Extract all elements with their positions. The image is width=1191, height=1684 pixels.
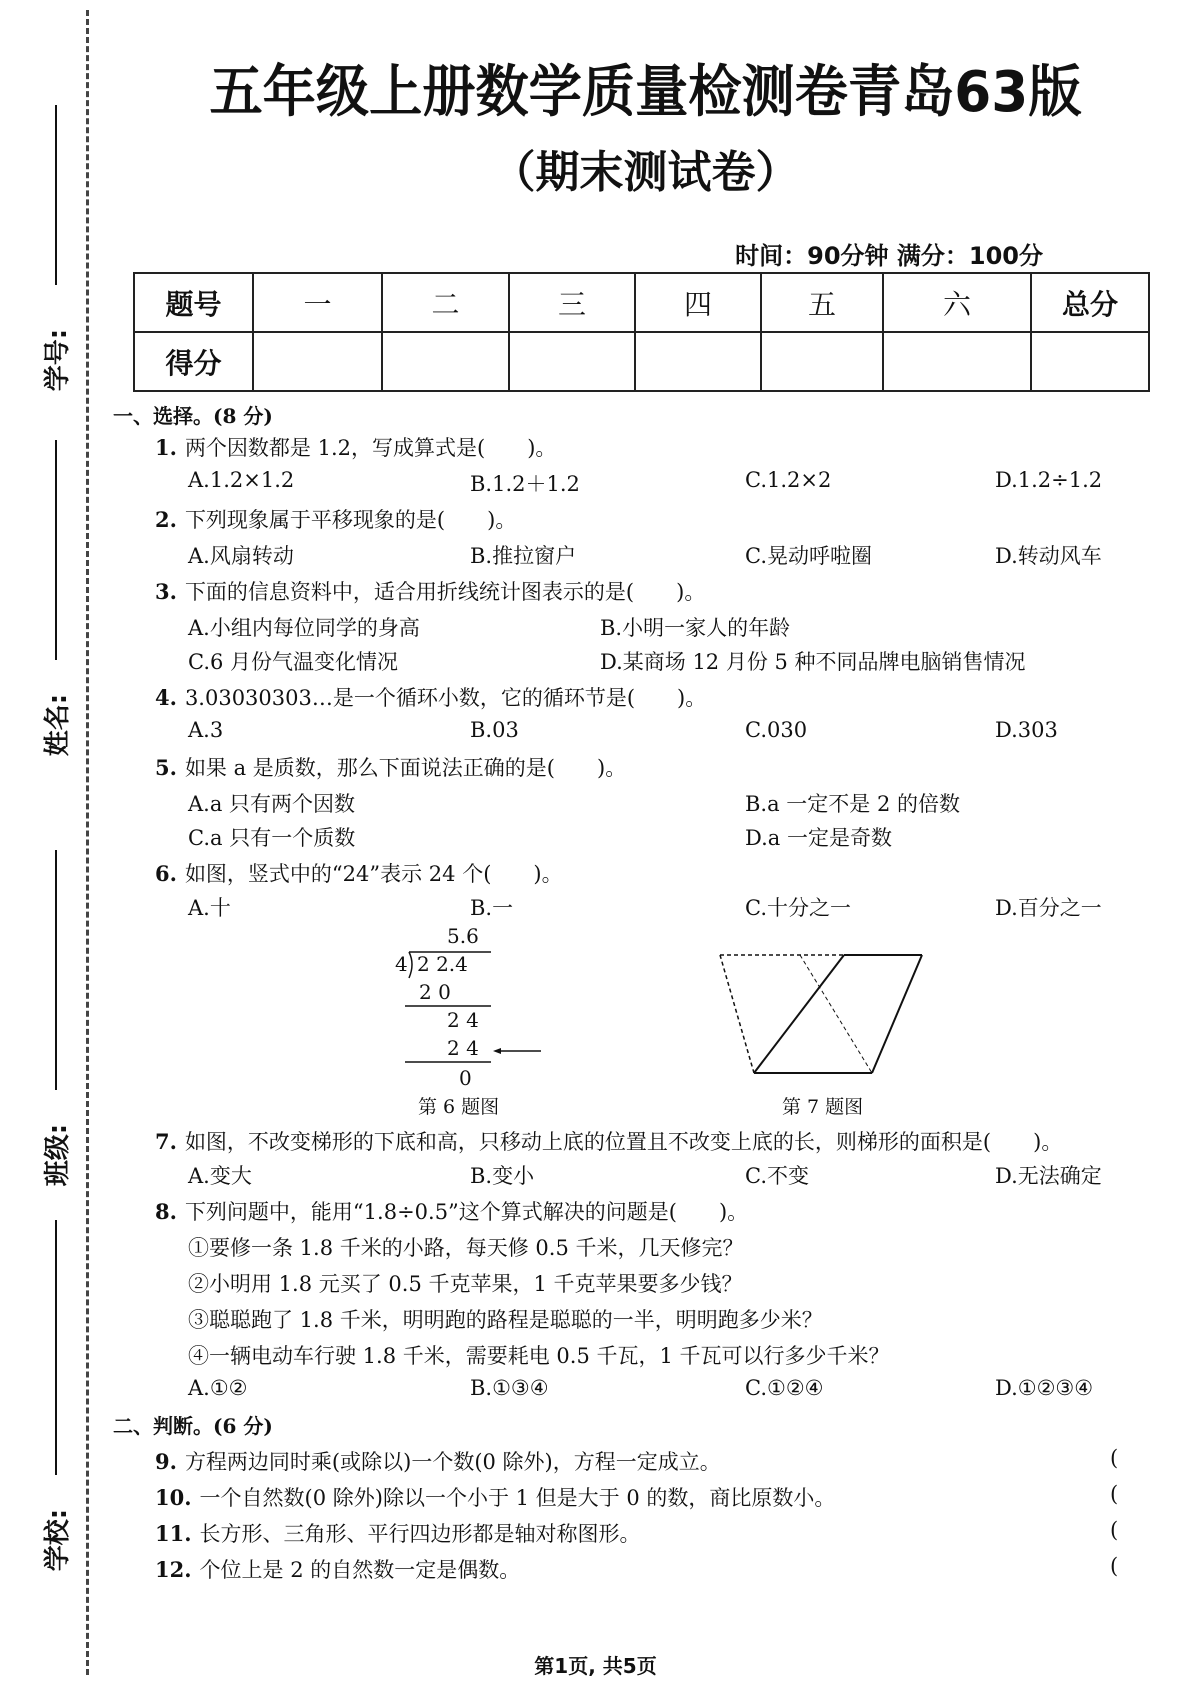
header-cell: 二 xyxy=(382,273,509,332)
page-number: 第1页, 共5页 xyxy=(534,1654,657,1678)
option-a[interactable]: A.①② xyxy=(188,1376,248,1400)
question-4 xyxy=(155,682,706,712)
score-cell[interactable] xyxy=(253,332,382,391)
divisor: 4 xyxy=(395,952,408,976)
question-2 xyxy=(155,504,516,534)
option-c[interactable]: C.6 月份气温变化情况 xyxy=(188,650,399,674)
question-text: 方程两边同时乘(或除以)一个数(0 除外)，方程一定成立。 xyxy=(184,1450,721,1474)
question-number: 2. xyxy=(155,507,177,532)
option-b[interactable]: B.变小 xyxy=(470,1164,535,1188)
question-1 xyxy=(155,432,556,462)
question-9 xyxy=(155,1446,721,1476)
page-subtitle: （期末测试卷） xyxy=(491,147,800,198)
quotient: 5.6 xyxy=(447,924,479,948)
question-text: 下列问题中，能用“1.8÷0.5”这个算式解决的问题是( )。 xyxy=(184,1200,749,1224)
option-a[interactable]: A.小组内每位同学的身高 xyxy=(188,616,420,640)
answer-blank[interactable]: ( xyxy=(1110,1518,1119,1542)
question-text: 如果 a 是质数，那么下面说法正确的是( )。 xyxy=(184,756,627,780)
option-a[interactable]: A.1.2×1.2 xyxy=(188,468,295,492)
section-title-judgment: 二、判断。(6 分) xyxy=(113,1414,273,1438)
option-a[interactable]: A.变大 xyxy=(188,1164,252,1188)
step-3: 2 4 xyxy=(447,1036,479,1060)
question-number: 7. xyxy=(155,1129,177,1154)
dividend: 2 2.4 xyxy=(417,952,468,976)
figure-6-long-division xyxy=(395,920,545,1090)
header-cell: 四 xyxy=(635,273,761,332)
question-6 xyxy=(155,858,563,888)
answer-blank[interactable]: ( xyxy=(1110,1554,1119,1578)
name-label: 姓名: xyxy=(42,693,73,757)
question-text: 两个因数都是 1.2，写成算式是( )。 xyxy=(184,436,557,460)
option-b[interactable]: B.小明一家人的年龄 xyxy=(600,616,791,640)
question-number: 8. xyxy=(155,1199,177,1224)
binding-strip xyxy=(0,0,86,1684)
student-id-line[interactable] xyxy=(55,105,57,285)
remainder: 0 xyxy=(459,1066,472,1090)
question-12 xyxy=(155,1554,520,1584)
student-id-label: 学号: xyxy=(42,328,73,392)
score-cell[interactable] xyxy=(761,332,883,391)
question-text: 下列现象属于平移现象的是( )。 xyxy=(184,508,517,532)
answer-blank[interactable]: ( xyxy=(1110,1446,1119,1470)
sub-item-2: ②小明用 1.8 元买了 0.5 千克苹果，1 千克苹果要多少钱？ xyxy=(188,1272,743,1296)
section-title-choice: 一、选择。(8 分) xyxy=(113,404,273,428)
option-c[interactable]: C.不变 xyxy=(745,1164,809,1188)
header-cell: 一 xyxy=(253,273,382,332)
option-d[interactable]: D.303 xyxy=(995,718,1058,742)
answer-blank[interactable]: ( xyxy=(1110,1482,1119,1506)
long-division-lines xyxy=(395,920,595,1090)
score-table-score-row xyxy=(134,332,1149,391)
option-c[interactable]: C.十分之一 xyxy=(745,896,851,920)
question-number: 1. xyxy=(155,435,177,460)
option-b[interactable]: B.1.2＋1.2 xyxy=(470,472,580,496)
option-c[interactable]: C.1.2×2 xyxy=(745,468,832,492)
option-c[interactable]: C.a 只有一个质数 xyxy=(188,826,356,850)
score-row-label: 得分 xyxy=(134,332,253,391)
page-title: 五年级上册数学质量检测卷青岛63版 xyxy=(209,60,1082,125)
question-number: 12. xyxy=(155,1557,192,1582)
option-a[interactable]: A.3 xyxy=(188,718,224,742)
cut-line-divider xyxy=(86,10,89,1675)
class-label: 班级: xyxy=(42,1123,73,1187)
name-line[interactable] xyxy=(55,440,57,660)
option-d[interactable]: D.百分之一 xyxy=(995,896,1102,920)
score-table-header-row xyxy=(134,273,1149,332)
school-line[interactable] xyxy=(55,1220,57,1475)
question-text: 个位上是 2 的自然数一定是偶数。 xyxy=(199,1558,521,1582)
school-label: 学校: xyxy=(42,1508,73,1572)
score-cell[interactable] xyxy=(883,332,1031,391)
question-number: 5. xyxy=(155,755,177,780)
question-number: 4. xyxy=(155,685,177,710)
question-number: 3. xyxy=(155,579,177,604)
question-3 xyxy=(155,576,705,606)
question-11 xyxy=(155,1518,641,1548)
sub-item-3: ③聪聪跑了 1.8 千米，明明跑的路程是聪聪的一半，明明跑多少米？ xyxy=(188,1308,823,1332)
score-cell[interactable] xyxy=(1031,332,1149,391)
option-c[interactable]: C.晃动呼啦圈 xyxy=(745,544,872,568)
option-d[interactable]: D.无法确定 xyxy=(995,1164,1102,1188)
figure-6-caption: 第 6 题图 xyxy=(418,1096,500,1118)
sub-item-4: ④一辆电动车行驶 1.8 千米，需要耗电 0.5 千瓦，1 千瓦可以行多少千米？ xyxy=(188,1344,890,1368)
question-text: 下面的信息资料中，适合用折线统计图表示的是( )。 xyxy=(184,580,706,604)
option-d[interactable]: D.a 一定是奇数 xyxy=(745,826,892,850)
question-text: 如图，不改变梯形的下底和高，只移动上底的位置且不改变上底的长，则梯形的面积是( )。 xyxy=(184,1130,1063,1154)
score-cell[interactable] xyxy=(509,332,635,391)
exam-meta: 时间：90分钟 满分：100分 xyxy=(735,242,1043,270)
question-10 xyxy=(155,1482,835,1512)
step-2: 2 4 xyxy=(447,1008,479,1032)
option-b[interactable]: B.①③④ xyxy=(470,1376,549,1400)
question-text: 如图，竖式中的“24”表示 24 个( )。 xyxy=(184,862,563,886)
question-text: 一个自然数(0 除外)除以一个小于 1 但是大于 0 的数，商比原数小。 xyxy=(199,1486,836,1510)
header-cell: 三 xyxy=(509,273,635,332)
question-8 xyxy=(155,1196,748,1226)
header-cell: 六 xyxy=(883,273,1031,332)
option-d[interactable]: D.转动风车 xyxy=(995,544,1102,568)
option-c[interactable]: C.①②④ xyxy=(745,1376,824,1400)
class-line[interactable] xyxy=(55,850,57,1090)
question-5 xyxy=(155,752,626,782)
step-1: 2 0 xyxy=(419,980,451,1004)
option-d[interactable]: D.1.2÷1.2 xyxy=(995,468,1103,492)
option-a[interactable]: A.十 xyxy=(188,896,231,920)
question-number: 6. xyxy=(155,861,177,886)
sub-item-1: ①要修一条 1.8 千米的小路，每天修 0.5 千米，几天修完？ xyxy=(188,1236,744,1260)
question-number: 11. xyxy=(155,1521,192,1546)
score-cell[interactable] xyxy=(382,332,509,391)
score-table xyxy=(133,272,1150,392)
option-b[interactable]: B.03 xyxy=(470,718,519,742)
header-cell: 题号 xyxy=(134,273,253,332)
option-d[interactable]: D.某商场 12 月份 5 种不同品牌电脑销售情况 xyxy=(600,650,1026,674)
option-b[interactable]: B.一 xyxy=(470,896,514,920)
option-d[interactable]: D.①②③④ xyxy=(995,1376,1094,1400)
question-number: 9. xyxy=(155,1449,177,1474)
question-number: 10. xyxy=(155,1485,192,1510)
option-b[interactable]: B.a 一定不是 2 的倍数 xyxy=(745,792,961,816)
figure-7-trapezoid xyxy=(700,945,960,1085)
option-a[interactable]: A.风扇转动 xyxy=(188,544,294,568)
option-c[interactable]: C.030 xyxy=(745,718,808,742)
option-b[interactable]: B.推拉窗户 xyxy=(470,544,577,568)
question-text: 长方形、三角形、平行四边形都是轴对称图形。 xyxy=(199,1522,641,1546)
option-a[interactable]: A.a 只有两个因数 xyxy=(188,792,356,816)
header-cell: 五 xyxy=(761,273,883,332)
arrow-left-icon xyxy=(493,1041,553,1061)
question-7 xyxy=(155,1126,1062,1156)
header-cell: 总分 xyxy=(1031,273,1149,332)
score-cell[interactable] xyxy=(635,332,761,391)
figure-7-caption: 第 7 题图 xyxy=(782,1096,864,1118)
question-text: 3.03030303…是一个循环小数，它的循环节是( )。 xyxy=(184,686,707,710)
